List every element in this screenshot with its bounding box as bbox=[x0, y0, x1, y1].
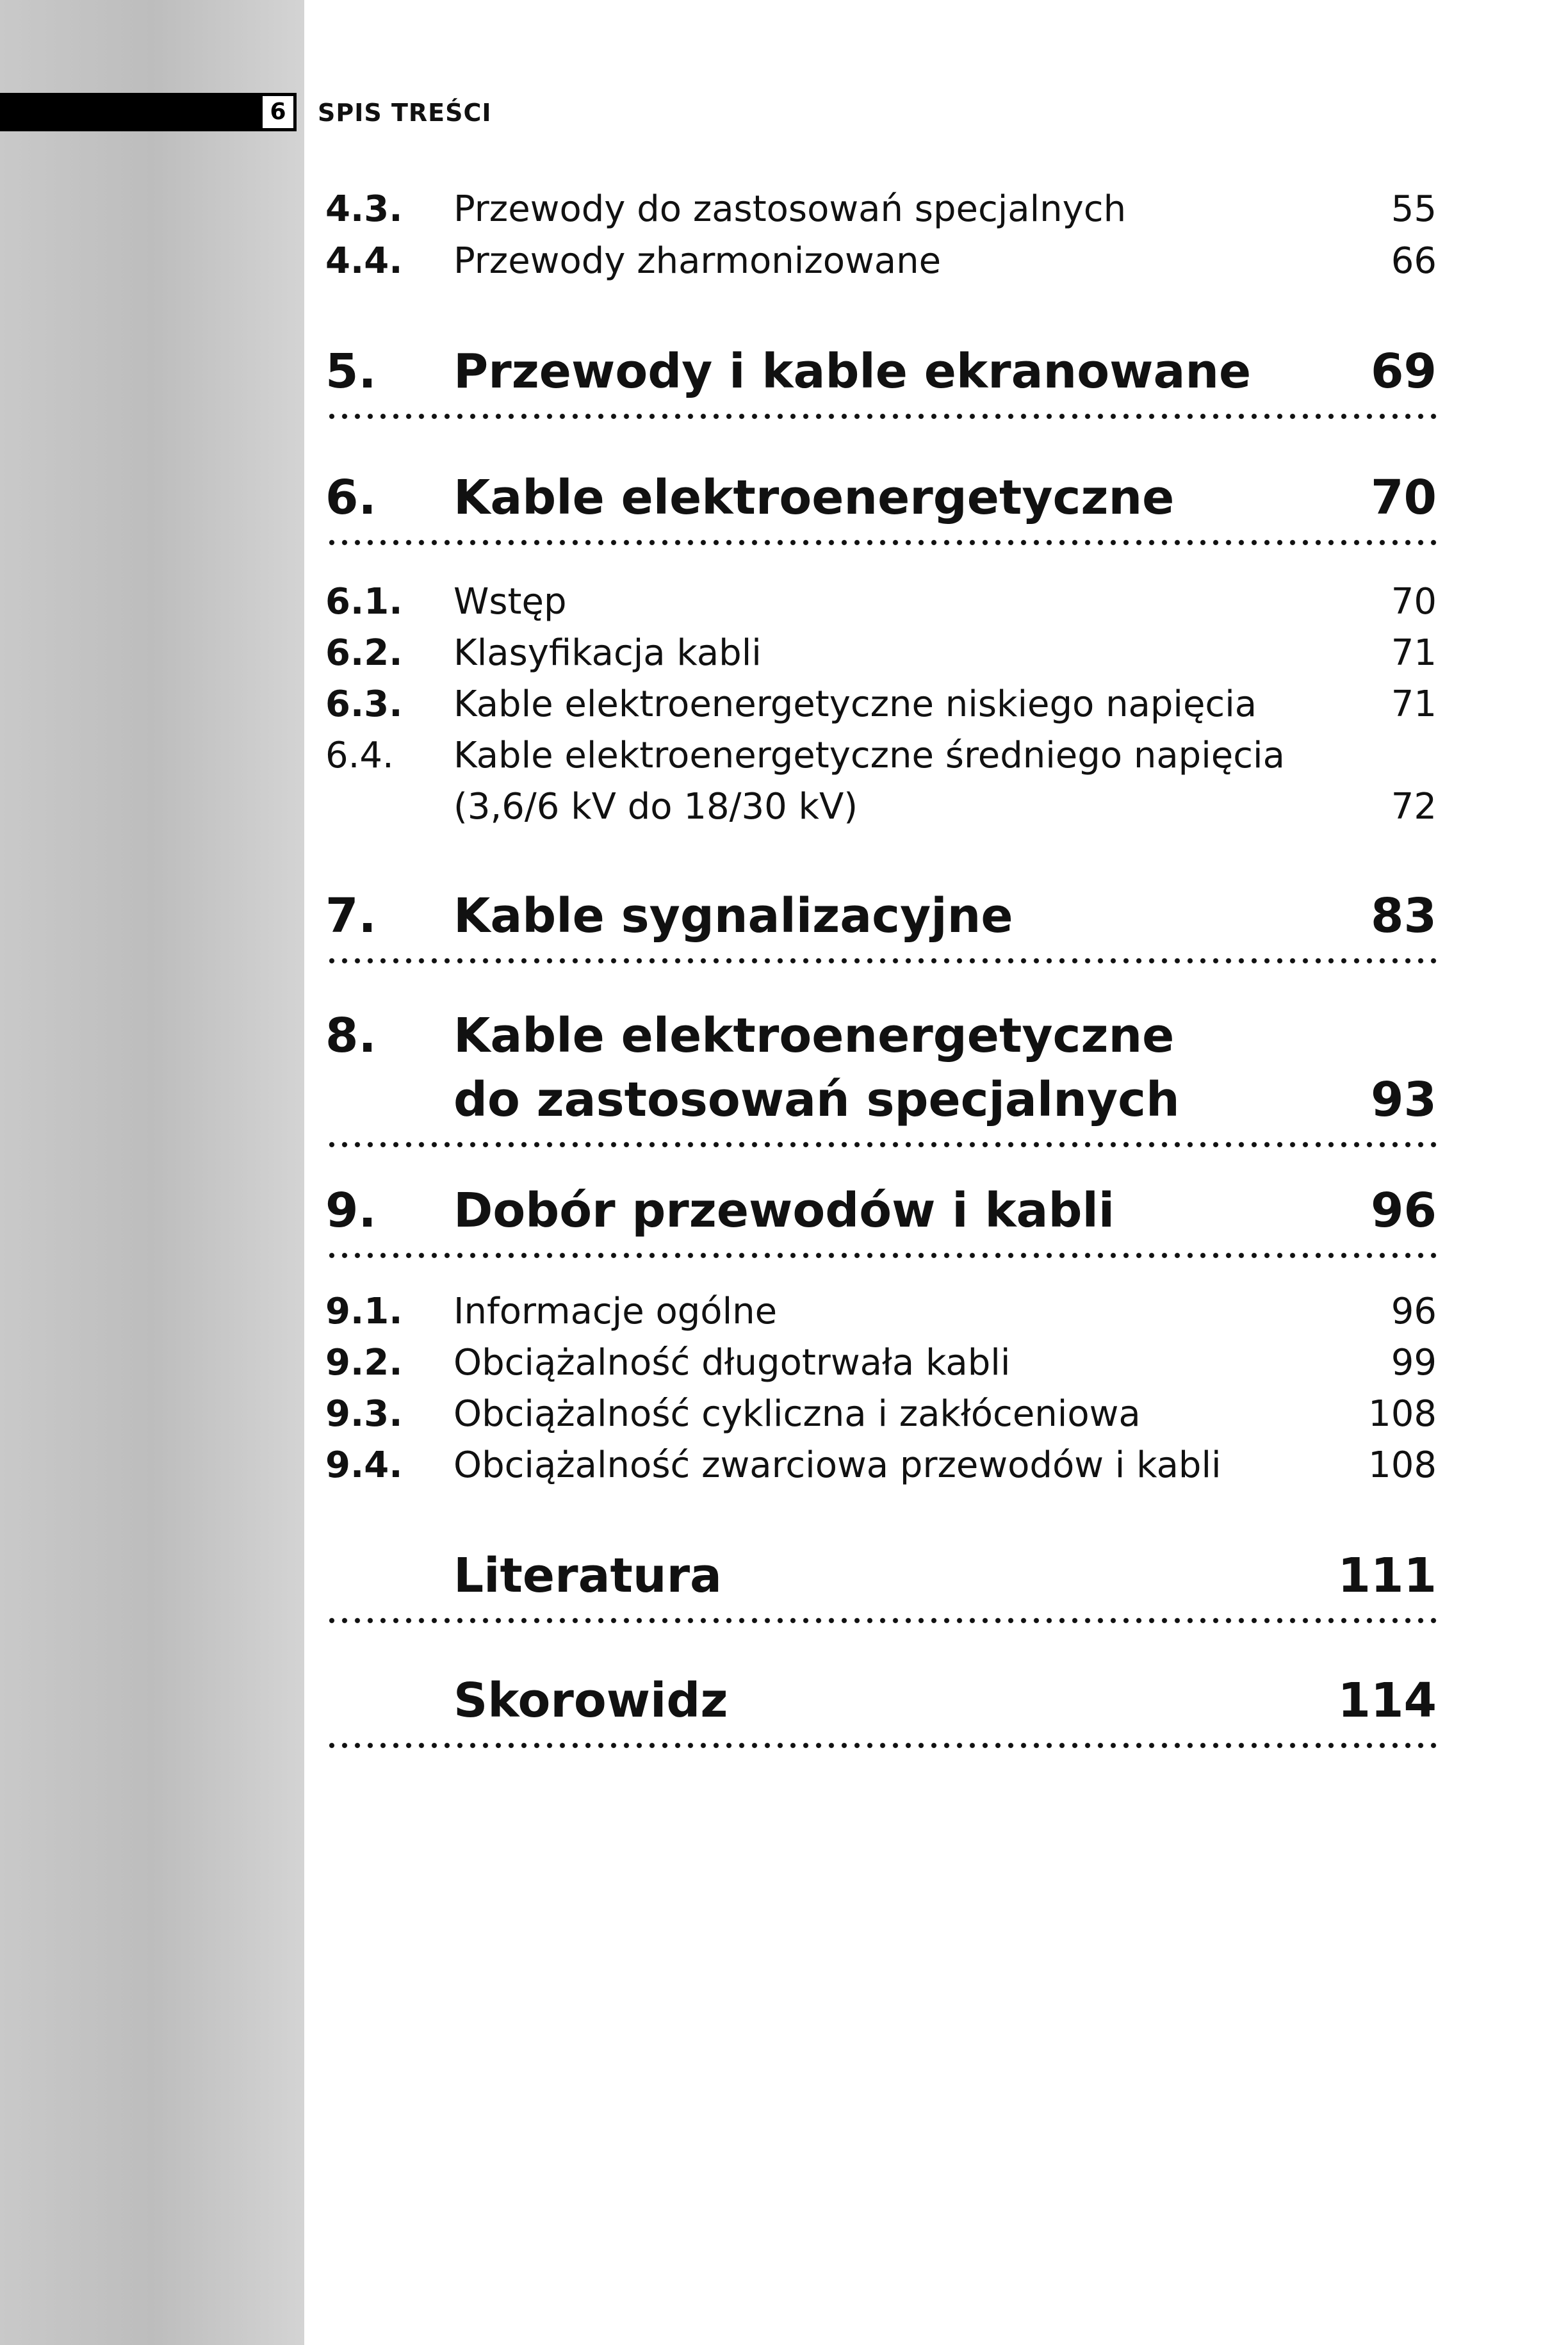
toc-number: 6.3. bbox=[325, 683, 403, 725]
toc-entry-6-2[interactable] bbox=[325, 628, 1437, 679]
toc-page: 66 bbox=[1391, 240, 1437, 282]
toc-page: 70 bbox=[1391, 581, 1437, 623]
chapter-page: 111 bbox=[1337, 1548, 1437, 1603]
section-header-title: SPIS TREŚCI bbox=[318, 99, 492, 127]
toc-title: Wstęp bbox=[453, 581, 567, 623]
dotted-rule bbox=[325, 411, 1437, 421]
toc-chapter-6[interactable] bbox=[325, 466, 1437, 548]
toc-number: 6.4. bbox=[325, 735, 394, 776]
toc-page: 99 bbox=[1391, 1342, 1437, 1384]
toc-entry-9-4[interactable] bbox=[325, 1440, 1437, 1491]
toc-number: 4.3. bbox=[325, 188, 403, 230]
chapter-number: 5. bbox=[325, 344, 377, 399]
toc-literatura[interactable] bbox=[325, 1544, 1437, 1626]
toc-chapter-5[interactable] bbox=[325, 339, 1437, 421]
chapter-title-line2: do zastosowań specjalnych bbox=[453, 1072, 1180, 1127]
toc-entry-4-4[interactable] bbox=[325, 236, 1437, 287]
toc-page: 71 bbox=[1391, 683, 1437, 725]
chapter-number: 6. bbox=[325, 470, 377, 525]
toc-title: Przewody zharmonizowane bbox=[453, 240, 942, 282]
toc-entry-9-1[interactable] bbox=[325, 1286, 1437, 1337]
header-bar bbox=[0, 93, 297, 131]
toc-entry-9-2[interactable] bbox=[325, 1337, 1437, 1389]
toc-title: Klasyfikacja kabli bbox=[453, 632, 762, 674]
dotted-rule bbox=[325, 1615, 1437, 1626]
dotted-rule bbox=[325, 537, 1437, 548]
dotted-rule bbox=[325, 1140, 1437, 1150]
toc-page: 71 bbox=[1391, 632, 1437, 674]
chapter-page: 70 bbox=[1371, 470, 1437, 525]
toc-number: 6.2. bbox=[325, 632, 403, 674]
chapter-title: Kable elektroenergetyczne bbox=[453, 470, 1175, 525]
dotted-rule bbox=[325, 1250, 1437, 1261]
toc-title: Kable elektroenergetyczne niskiego napięcia bbox=[453, 683, 1257, 725]
toc-skorowidz[interactable] bbox=[325, 1669, 1437, 1751]
chapter-title: Skorowidz bbox=[453, 1673, 728, 1728]
toc-title: Obciążalność cykliczna i zakłóceniowa bbox=[453, 1393, 1141, 1435]
toc-page: 108 bbox=[1368, 1393, 1437, 1435]
toc-entry-9-3[interactable] bbox=[325, 1389, 1437, 1440]
chapter-page: 96 bbox=[1371, 1183, 1437, 1238]
page-margin-shadow bbox=[0, 0, 304, 2345]
toc-chapter-7[interactable] bbox=[325, 884, 1437, 966]
toc-title: Obciążalność długotrwała kabli bbox=[453, 1342, 1011, 1384]
chapter-page: 93 bbox=[1371, 1072, 1437, 1127]
chapter-page: 83 bbox=[1371, 888, 1437, 944]
toc-title: Obciążalność zwarciowa przewodów i kabli bbox=[453, 1444, 1221, 1486]
toc-entry-6-3[interactable] bbox=[325, 679, 1437, 730]
chapter-number: 9. bbox=[325, 1183, 377, 1238]
dotted-rule bbox=[325, 956, 1437, 966]
chapter-title: Kable elektroenergetyczne bbox=[453, 1008, 1175, 1063]
toc-title: Przewody do zastosowań specjalnych bbox=[453, 188, 1127, 230]
toc-title: Kable elektroenergetyczne średniego napięcia bbox=[453, 735, 1285, 776]
toc-page: 96 bbox=[1391, 1291, 1437, 1332]
toc-page: 55 bbox=[1391, 188, 1437, 230]
toc-title-line2: (3,6/6 kV do 18/30 kV) bbox=[453, 786, 858, 828]
toc-entry-6-4[interactable] bbox=[325, 730, 1437, 833]
toc-page: 72 bbox=[1391, 786, 1437, 828]
toc-number: 9.2. bbox=[325, 1342, 403, 1384]
page-number: 6 bbox=[263, 96, 293, 128]
toc-entry-6-1[interactable] bbox=[325, 576, 1437, 628]
toc-chapter-9[interactable] bbox=[325, 1179, 1437, 1261]
chapter-number: 8. bbox=[325, 1008, 377, 1063]
toc-chapter-8[interactable] bbox=[325, 1004, 1437, 1150]
toc-number: 4.4. bbox=[325, 240, 403, 282]
chapter-page: 114 bbox=[1337, 1673, 1437, 1728]
toc-title: Informacje ogólne bbox=[453, 1291, 778, 1332]
chapter-title: Przewody i kable ekranowane bbox=[453, 344, 1252, 399]
dotted-rule bbox=[325, 1740, 1437, 1751]
toc-number: 9.1. bbox=[325, 1291, 403, 1332]
toc-number: 6.1. bbox=[325, 581, 403, 623]
chapter-number: 7. bbox=[325, 888, 377, 944]
toc-entry-4-3[interactable] bbox=[325, 184, 1437, 235]
chapter-title: Literatura bbox=[453, 1548, 722, 1603]
chapter-page: 69 bbox=[1371, 344, 1437, 399]
toc-number: 9.4. bbox=[325, 1444, 403, 1486]
chapter-title: Kable sygnalizacyjne bbox=[453, 888, 1013, 944]
chapter-title: Dobór przewodów i kabli bbox=[453, 1183, 1115, 1238]
toc-number: 9.3. bbox=[325, 1393, 403, 1435]
toc-page: 108 bbox=[1368, 1444, 1437, 1486]
